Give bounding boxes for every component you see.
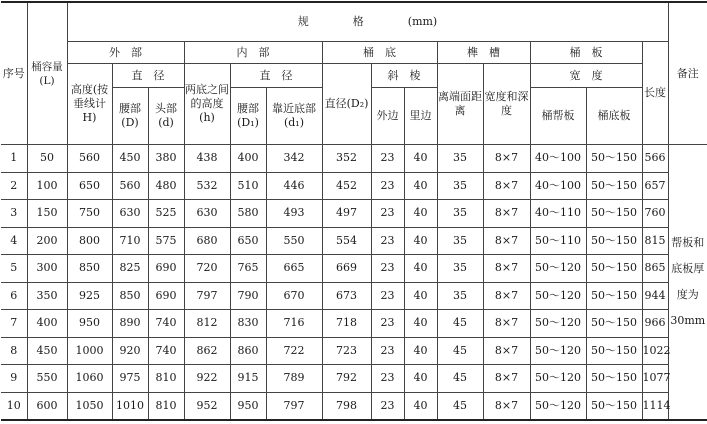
- cell-d1: 722: [266, 337, 322, 365]
- cell-in: 40: [404, 255, 437, 283]
- cell-d2: 718: [322, 310, 371, 338]
- cell-d1: 789: [266, 365, 322, 393]
- cell-d: 1010: [112, 392, 148, 420]
- cell-out: 23: [371, 282, 404, 310]
- cell-side: 50～120: [530, 255, 586, 283]
- cell-len: 815: [642, 227, 668, 255]
- table-body: [1, 145, 707, 421]
- cell-wd: 8×7: [483, 282, 530, 310]
- cell-d1: 510: [230, 172, 266, 200]
- cell-cap: 400: [27, 310, 67, 338]
- cell-h: 438: [184, 145, 230, 173]
- header-bottom: 桶 底: [322, 42, 437, 64]
- cell-in: 40: [404, 282, 437, 310]
- cell-wd: 8×7: [483, 365, 530, 393]
- cell-h: 925: [67, 282, 112, 310]
- header-waist-inner: 腰部(D₁): [230, 88, 266, 145]
- cell-side: 50～120: [530, 337, 586, 365]
- cell-len: 760: [642, 200, 668, 228]
- cell-bot: 50～150: [586, 145, 642, 173]
- cell-d: 850: [112, 282, 148, 310]
- header-remark: 备注: [668, 2, 707, 145]
- table-row: [1, 337, 707, 365]
- cell-d: 690: [148, 255, 184, 283]
- header-height: 高度(按垂线计H): [67, 64, 112, 145]
- cell-d1: 670: [266, 282, 322, 310]
- cell-d: 525: [148, 200, 184, 228]
- cell-wd: 8×7: [483, 310, 530, 338]
- cell-h: 800: [67, 227, 112, 255]
- cell-d1: 550: [266, 227, 322, 255]
- cell-bot: 50～150: [586, 200, 642, 228]
- cell-cap: 200: [27, 227, 67, 255]
- header-width-depth: 宽度和深度: [483, 64, 530, 145]
- cell-h: 812: [184, 310, 230, 338]
- cell-d2: 497: [322, 200, 371, 228]
- cell-wd: 8×7: [483, 337, 530, 365]
- cell-h: 720: [184, 255, 230, 283]
- table-row: [1, 282, 707, 310]
- cell-no: 3: [1, 200, 27, 228]
- cell-bot: 50～150: [586, 310, 642, 338]
- table-row: [1, 200, 707, 228]
- cell-wd: 8×7: [483, 255, 530, 283]
- cell-dist: 35: [437, 145, 483, 173]
- header-inner: 内 部: [184, 42, 322, 64]
- cell-bot: 50～150: [586, 255, 642, 283]
- cell-cap: 50: [27, 145, 67, 173]
- cell-d1: 950: [230, 392, 266, 420]
- cell-dist: 35: [437, 200, 483, 228]
- header-bottom-board: 桶底板: [586, 88, 642, 145]
- cell-h: 950: [67, 310, 112, 338]
- header-capacity: 桶容量(L): [27, 2, 67, 145]
- cell-wd: 8×7: [483, 145, 530, 173]
- cell-len: 865: [642, 255, 668, 283]
- cell-wd: 8×7: [483, 227, 530, 255]
- cell-cap: 350: [27, 282, 67, 310]
- spec-table-wrapper: [1, 1, 707, 421]
- header-tenon: 榫 槽: [437, 42, 530, 64]
- cell-no: 6: [1, 282, 27, 310]
- cell-dist: 45: [437, 392, 483, 420]
- cell-dist: 35: [437, 227, 483, 255]
- cell-d2: 792: [322, 365, 371, 393]
- table-row: [1, 255, 707, 283]
- cell-d: 740: [148, 337, 184, 365]
- cell-d1: 716: [266, 310, 322, 338]
- cell-len: 566: [642, 145, 668, 173]
- cell-wd: 8×7: [483, 172, 530, 200]
- cell-d1: 493: [266, 200, 322, 228]
- cell-d: 975: [112, 365, 148, 393]
- cell-side: 40～100: [530, 145, 586, 173]
- cell-d1: 400: [230, 145, 266, 173]
- cell-no: 1: [1, 145, 27, 173]
- cell-no: 2: [1, 172, 27, 200]
- cell-out: 23: [371, 337, 404, 365]
- cell-out: 23: [371, 200, 404, 228]
- cell-d2: 673: [322, 282, 371, 310]
- cell-side: 40～100: [530, 172, 586, 200]
- cell-d1: 790: [230, 282, 266, 310]
- cell-len: 944: [642, 282, 668, 310]
- cell-side: 50～120: [530, 392, 586, 420]
- header-head: 头部(d): [148, 88, 184, 145]
- header-outer-diameter: 直 径: [112, 64, 184, 88]
- cell-d: 630: [112, 200, 148, 228]
- cell-cap: 450: [27, 337, 67, 365]
- cell-d2: 352: [322, 145, 371, 173]
- cell-no: 4: [1, 227, 27, 255]
- cell-h: 862: [184, 337, 230, 365]
- cell-h: 952: [184, 392, 230, 420]
- table-row: [1, 227, 707, 255]
- header-bevel: 斜 棱: [371, 64, 437, 88]
- cell-dist: 45: [437, 310, 483, 338]
- cell-h: 560: [67, 145, 112, 173]
- header-inner-edge: 里边: [404, 88, 437, 145]
- header-inner-diameter: 直 径: [230, 64, 322, 88]
- cell-dist: 35: [437, 282, 483, 310]
- cell-h: 797: [184, 282, 230, 310]
- cell-no: 9: [1, 365, 27, 393]
- cell-h: 630: [184, 200, 230, 228]
- header-near-bottom: 靠近底部(d₁): [266, 88, 322, 145]
- cell-bot: 50～150: [586, 392, 642, 420]
- cell-out: 23: [371, 227, 404, 255]
- cell-d: 480: [148, 172, 184, 200]
- header-two-bottoms-height: 两底之间的高度(h): [184, 64, 230, 145]
- remark-note: 帮板和底板厚度为30mm: [668, 145, 707, 421]
- cell-cap: 100: [27, 172, 67, 200]
- cell-in: 40: [404, 365, 437, 393]
- cell-d: 740: [148, 310, 184, 338]
- cell-bot: 50～150: [586, 337, 642, 365]
- cell-no: 8: [1, 337, 27, 365]
- cell-d1: 830: [230, 310, 266, 338]
- table-row: [1, 310, 707, 338]
- header-distance-end: 离端面距离: [437, 64, 483, 145]
- table-row: [1, 172, 707, 200]
- cell-in: 40: [404, 145, 437, 173]
- cell-wd: 8×7: [483, 200, 530, 228]
- cell-in: 40: [404, 392, 437, 420]
- cell-d1: 765: [230, 255, 266, 283]
- cell-d1: 650: [230, 227, 266, 255]
- cell-h: 532: [184, 172, 230, 200]
- cell-cap: 550: [27, 365, 67, 393]
- cell-dist: 45: [437, 337, 483, 365]
- cell-d: 890: [112, 310, 148, 338]
- cell-in: 40: [404, 172, 437, 200]
- cell-bot: 50～150: [586, 172, 642, 200]
- cell-d2: 798: [322, 392, 371, 420]
- cell-d1: 580: [230, 200, 266, 228]
- cell-d: 575: [148, 227, 184, 255]
- cell-d: 560: [112, 172, 148, 200]
- cell-out: 23: [371, 255, 404, 283]
- cell-bot: 50～150: [586, 365, 642, 393]
- header-no: 序号: [1, 2, 27, 145]
- cell-d: 810: [148, 392, 184, 420]
- cell-no: 5: [1, 255, 27, 283]
- cell-d: 920: [112, 337, 148, 365]
- cell-len: 1077: [642, 365, 668, 393]
- cell-out: 23: [371, 392, 404, 420]
- cell-dist: 35: [437, 172, 483, 200]
- cell-d1: 860: [230, 337, 266, 365]
- cell-h: 1000: [67, 337, 112, 365]
- cell-dist: 35: [437, 255, 483, 283]
- cell-cap: 600: [27, 392, 67, 420]
- header-board-width: 宽 度: [530, 64, 642, 88]
- cell-d2: 452: [322, 172, 371, 200]
- cell-d1: 665: [266, 255, 322, 283]
- cell-len: 1114: [642, 392, 668, 420]
- cell-h: 922: [184, 365, 230, 393]
- cell-d1: 797: [266, 392, 322, 420]
- cell-in: 40: [404, 337, 437, 365]
- cell-in: 40: [404, 227, 437, 255]
- cell-h: 680: [184, 227, 230, 255]
- cell-d1: 915: [230, 365, 266, 393]
- cell-cap: 300: [27, 255, 67, 283]
- cell-in: 40: [404, 310, 437, 338]
- table-row: [1, 365, 707, 393]
- cell-out: 23: [371, 365, 404, 393]
- header-side-board: 桶帮板: [530, 88, 586, 145]
- cell-side: 50～120: [530, 282, 586, 310]
- header-outer-edge: 外边: [371, 88, 404, 145]
- barrel-spec-table: [1, 1, 707, 421]
- header-waist-outer: 腰部(D): [112, 88, 148, 145]
- cell-len: 1022: [642, 337, 668, 365]
- header-bottom-diameter: 直径(D₂): [322, 64, 371, 145]
- cell-side: 50～110: [530, 227, 586, 255]
- cell-h: 750: [67, 200, 112, 228]
- cell-len: 657: [642, 172, 668, 200]
- cell-d: 380: [148, 145, 184, 173]
- cell-side: 50～120: [530, 365, 586, 393]
- cell-d: 710: [112, 227, 148, 255]
- cell-h: 1050: [67, 392, 112, 420]
- header-spec: 规 格 (mm): [67, 2, 668, 42]
- cell-in: 40: [404, 200, 437, 228]
- header-length: 长度: [642, 42, 668, 145]
- cell-h: 850: [67, 255, 112, 283]
- cell-d: 825: [112, 255, 148, 283]
- table-row: [1, 392, 707, 420]
- cell-out: 23: [371, 310, 404, 338]
- cell-h: 1060: [67, 365, 112, 393]
- cell-bot: 50～150: [586, 227, 642, 255]
- cell-wd: 8×7: [483, 392, 530, 420]
- cell-side: 40～110: [530, 200, 586, 228]
- cell-out: 23: [371, 145, 404, 173]
- header-board: 桶 板: [530, 42, 642, 64]
- cell-len: 966: [642, 310, 668, 338]
- cell-no: 10: [1, 392, 27, 420]
- cell-h: 650: [67, 172, 112, 200]
- cell-no: 7: [1, 310, 27, 338]
- cell-dist: 45: [437, 365, 483, 393]
- cell-d: 450: [112, 145, 148, 173]
- table-row: [1, 145, 707, 173]
- cell-d2: 554: [322, 227, 371, 255]
- cell-d2: 669: [322, 255, 371, 283]
- cell-d1: 446: [266, 172, 322, 200]
- cell-d2: 723: [322, 337, 371, 365]
- cell-bot: 50～150: [586, 282, 642, 310]
- cell-d: 810: [148, 365, 184, 393]
- cell-side: 50～120: [530, 310, 586, 338]
- cell-cap: 150: [27, 200, 67, 228]
- cell-out: 23: [371, 172, 404, 200]
- cell-d: 690: [148, 282, 184, 310]
- header-outer: 外 部: [67, 42, 184, 64]
- cell-d1: 342: [266, 145, 322, 173]
